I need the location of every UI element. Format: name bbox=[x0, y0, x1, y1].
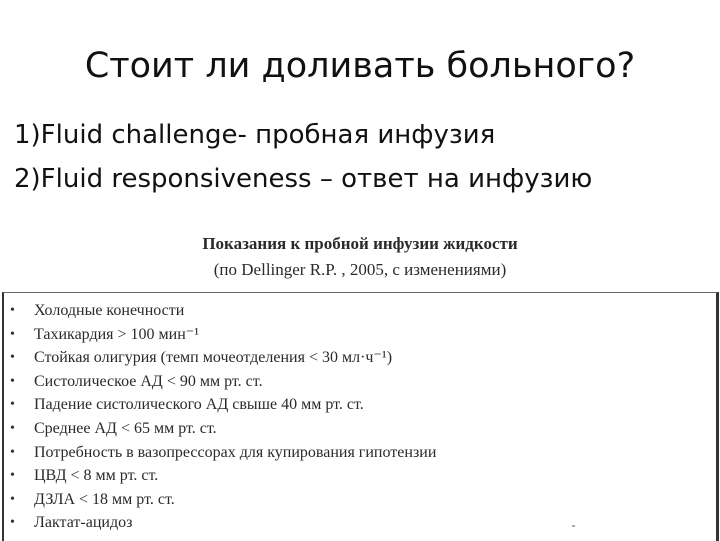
point-fluid-responsiveness: 2)Fluid responsiveness – ответ на инфузию bbox=[14, 164, 593, 194]
scanned-table-image bbox=[0, 228, 720, 540]
indication-item bbox=[4, 346, 716, 370]
indication-item bbox=[4, 323, 716, 347]
indication-text: Стойкая олигурия (темп мочеотделения < 30 мл·ч⁻¹) bbox=[34, 349, 393, 367]
bullet-icon: • bbox=[10, 515, 15, 531]
bullet-icon: • bbox=[10, 326, 15, 342]
slide-title: Стоит ли доливать больного? bbox=[84, 46, 636, 86]
bullet-icon: • bbox=[10, 373, 15, 389]
indication-text: Потребность в вазопрессорах для купирования гипотензии bbox=[34, 443, 437, 461]
point-fluid-challenge: 1)Fluid challenge- пробная инфузия bbox=[14, 120, 496, 150]
indication-item bbox=[4, 299, 716, 323]
indication-text: Падение систолического АД свыше 40 мм рт. ст. bbox=[34, 396, 364, 414]
bullet-icon: • bbox=[10, 444, 15, 460]
indication-item bbox=[4, 417, 716, 441]
indication-text: ДЗЛА < 18 мм рт. ст. bbox=[34, 490, 175, 508]
indications-list bbox=[4, 299, 716, 535]
table-title: Показания к пробной инфузии жидкости bbox=[202, 234, 518, 253]
scan-speck bbox=[572, 525, 575, 527]
bullet-icon: • bbox=[10, 397, 15, 413]
bullet-icon: • bbox=[10, 491, 15, 507]
indications-table bbox=[2, 292, 719, 541]
indication-item bbox=[4, 511, 716, 535]
indication-item bbox=[4, 464, 716, 488]
bullet-icon: • bbox=[10, 420, 15, 436]
table-subtitle: (по Dellinger R.P. , 2005, с изменениями) bbox=[213, 260, 507, 279]
indication-item bbox=[4, 488, 716, 512]
indication-text: ЦВД < 8 мм рт. ст. bbox=[34, 467, 159, 485]
indication-item bbox=[4, 441, 716, 465]
indication-text: Среднее АД < 65 мм рт. ст. bbox=[34, 419, 217, 437]
indication-text: Холодные конечности bbox=[34, 302, 185, 319]
indication-item bbox=[4, 393, 716, 417]
bullet-icon: • bbox=[10, 350, 15, 366]
indication-text: Систолическое АД < 90 мм рт. ст. bbox=[34, 372, 263, 390]
indication-item bbox=[4, 370, 716, 394]
bullet-icon: • bbox=[10, 468, 15, 484]
bullet-icon: • bbox=[10, 303, 15, 318]
indication-text: Лактат-ацидоз bbox=[34, 514, 133, 532]
indication-text: Тахикардия > 100 мин⁻¹ bbox=[34, 325, 200, 343]
